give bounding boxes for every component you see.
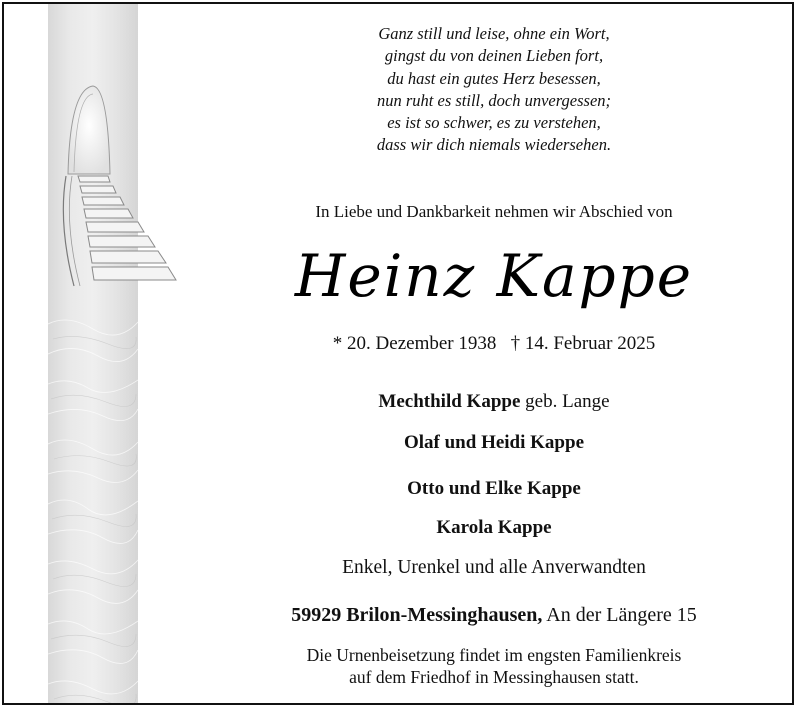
mourner-line: Olaf und Heidi Kappe [403,432,585,453]
mourner-line: Otto und Elke Kappe [407,478,581,499]
spouse-maiden-name: geb. Lange [525,391,610,412]
staircase-to-light-image [48,64,178,294]
mourner-spouse [179,391,794,413]
poem-line: Ganz still und leise, ohne ein Wort, [378,24,610,43]
burial-line: Die Urnenbeisetzung findet im engsten Familienkreis [306,645,682,665]
burial-information [179,644,794,688]
poem-line: es ist so schwer, es zu verstehen, [387,113,601,133]
mourner-line: Karola Kappe [436,517,552,538]
burial-line: auf dem Friedhof in Messinghausen statt. [349,667,639,687]
birth-date: * 20. Dezember 1938 [332,333,497,354]
address-city: 59929 Brilon-Messinghausen, [291,604,543,626]
poem-line: dass wir dich niemals wiedersehen. [376,135,612,155]
family-address [179,604,794,627]
relatives-line: Enkel, Urenkel und alle Anverwandten [342,557,646,578]
memorial-poem [179,23,794,157]
deceased-name: Heinz Kappe [294,242,694,310]
address-street: An der Längere 15 [546,604,697,626]
farewell-intro: In Liebe und Dankbarkeit nehmen wir Abschied von [315,202,673,221]
spouse-name: Mechthild Kappe [378,391,521,412]
obituary-notice [2,2,794,705]
poem-line: nun ruht es still, doch unvergessen; [376,90,612,110]
notice-content [179,4,794,705]
death-date: † 14. Februar 2025 [510,333,656,354]
poem-line: du hast ein gutes Herz besessen, [387,68,601,88]
poem-line: gingst du von deinen Lieben fort, [384,46,604,66]
life-dates [179,333,794,355]
